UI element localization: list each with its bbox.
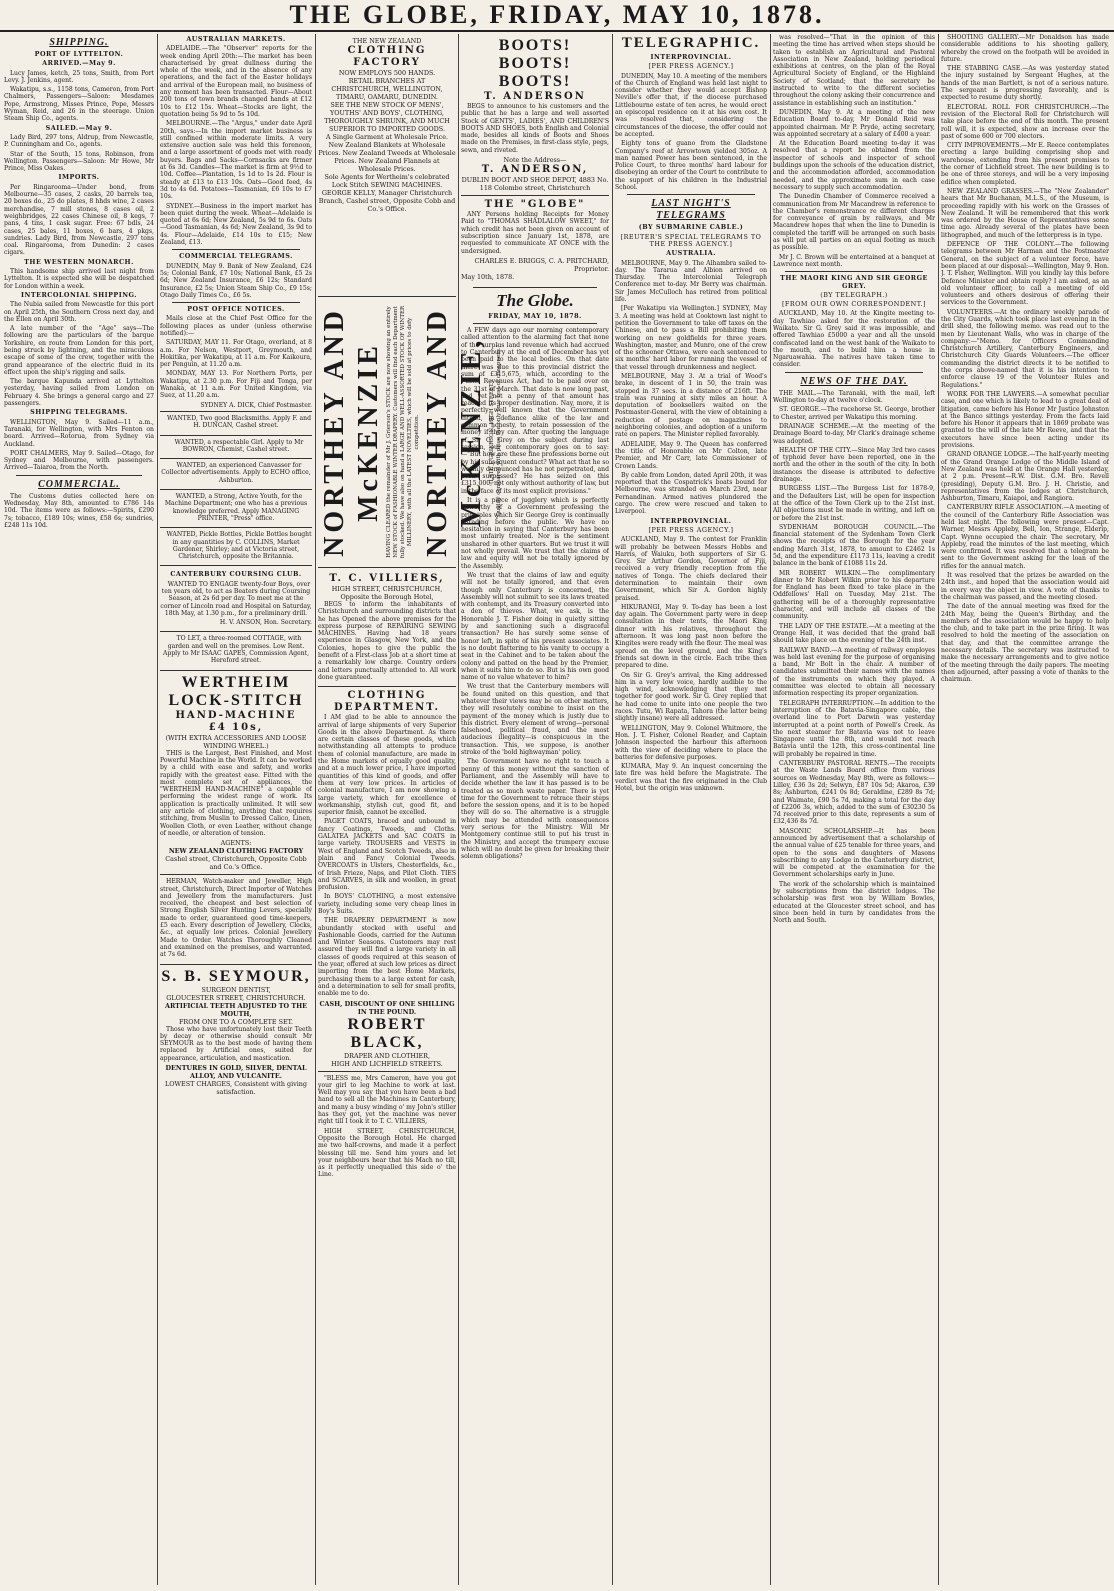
paragraph: KUMARA, May 9. An inquest concerning the late fire was held before the Magistrate. The verdict was that the fire originated in the Club Hotel, but the origin was unknown.	[615, 763, 767, 793]
section-heading: NEWS OF THE DAY.	[800, 375, 908, 387]
paragraph: DUNEDIN, May 9. Bank of New Zealand, £24 5s; Colonial Bank, £7 10s; National Bank, £5 2s 6d; New Zealand Insurance, £6 12s; Standard Insurance, £2 5s; Union Steam Ship Co., £9 15s; Otago Daily Times Co., £6 5s.	[160, 262, 312, 299]
masthead	[0, 0, 1114, 32]
divider	[473, 287, 597, 288]
ad-note: HIGH STREET, CHRISTCHURCH, Opposite the Borough Hotel,	[331, 585, 443, 601]
ad-note: DENTURES IN GOLD, SILVER, DENTAL ALLOY, AND VULCANITE.	[165, 1063, 307, 1080]
paragraph: At the Education Board meeting to-day it was resolved that a report be obtained from the inspector of schools and inspector of school buildings upon the schools of the education district, and the accommodation afforded, accommodation needed, and the approximate sum in each case necessary to supply such accommodation.	[773, 140, 935, 191]
signature: H. V. ANSON, Hon. Secretary.	[219, 619, 312, 627]
section-heading: LAST NIGHT'S TELEGRAMS	[651, 198, 731, 222]
ad-text: THE DRAPERY DEPARTMENT is now abundantly stocked with useful and Fashionable Goods, carried for the Autumn and Winter Seasons. Customers may rest assured they will find a large variety in all classes of goods required at this season of the year, offered at such low prices as direct importing from the best Home Markets, purchasing them to a large extent for cash, and a determination to sell for small profits, enable me to do.	[318, 917, 456, 998]
column-leader	[461, 34, 609, 1585]
ad-text: WANTED, a Strong, Active Youth, for the Machine Department; one who has a previous knowledge preferred. Apply MANAGING PRINTER, "Press" office.	[164, 493, 308, 522]
paragraph: RAILWAY BAND.—A meeting of railway employes was held last evening for the purpose of organising a band, Mr Bolt in the chair. A number of candidates submitted their names with the names of the instruments on which they played. A committee was elected to obtain all necessary information respecting its proper organization.	[773, 646, 935, 698]
divider	[172, 249, 300, 250]
paragraph: ELECTORAL ROLL FOR CHRISTCHURCH.—The revision of the Electoral Roll for Christchurch will take place before the end of this month. The present roll will, it is expected, show an increase over the past of some 600 or 700 electors.	[941, 103, 1109, 140]
herman-ad	[160, 874, 312, 963]
section-heading: TELEGRAPHIC.	[621, 35, 761, 51]
paragraph: The work of the scholarship which is maintained by subscriptions from the district lodges. The scholarship was first won by William Bowles, educated at the Gloucester street school, and has since been held in turn by candidates from the North and South.	[773, 880, 935, 925]
paragraph: VOLUNTEERS.—At the ordinary weekly parade of the City Guards, which took place last evening in the drill shed, the following memo. was read out to the men by Lieutenant Walls, who was in charge of the company:—"Memo. for Officers Commanding Christchurch Artillery, Canterbury Engineers, and Christchurch City Guards Volunteers.—The officer commanding the district directs it to be notified to the corps above-named that it is his intention to enforce clause 19 of the Volunteer Rules and Regulations."	[941, 308, 1109, 389]
subheading: (BY SUBMARINE CABLE.)	[638, 223, 744, 232]
ad-headline: NORTHEY AND McKENZIE	[319, 307, 384, 557]
subheading: ARRIVED.—May 9.	[42, 59, 116, 68]
ad-note: (LATE J. GRIERSON, HIGH STREET.)	[489, 380, 495, 484]
paragraph: Lady Bird, 297 tons, Aldrup, from Newcastle, P. Cunningham and Co., agents.	[4, 133, 154, 149]
paragraph: Star of the South, 15 tons, Robinson, from Wellington. Passengers—Saloon: Mr Howe, Mr Prince, Miss Oakes.	[4, 150, 154, 173]
paragraph: Per Ringarooma—Under bond, from Melbourne—35 cases, 2 casks, 20 barrels tea, 20 boxes do., 25 do plates, 8 hhds wine, 2 cases merchandise, 7 mill stones, 8 cases oil, 2 weighbridges, 22 cases Chinese oil, 8 kegs, 7 pans, 4 tins, 1 cask sugar. Free: 67 bdls, 24 cases, 25 bales, 11 boxes, 6 bars, 4 pkgs, sundries. Lady Bird, from Newcastle, 297 tons coal. Ringarooma, from Dunedin: 2 cases cigars.	[4, 183, 154, 257]
paragraph: This handsome ship arrived last night from Lyttelton. It is expected she will be despatched for London within a week.	[4, 268, 154, 290]
ad-headline: WERTHEIM	[181, 673, 291, 691]
ad-subhead: HAND-MACHINE	[175, 709, 297, 721]
ad-note: RETAIL BRANCHES AT CHRISTCHURCH, WELLINGTON, TIMARU, OAMARU, DUNEDIN.	[331, 77, 443, 101]
ad-note: NEW ZEALAND CLOTHING FACTORY	[168, 847, 304, 856]
classified-ad	[160, 527, 312, 565]
classified-ad	[160, 458, 312, 489]
ad-note: LOWEST CHARGES, Consistent with giving satisfaction.	[164, 1079, 307, 1096]
paragraph: It is a piece of jugglery which is perfectly unworthy of a Government professing the principles which Sir George Grey is continually parading before the public. We have no hesitation in saying that Canterbury has been most unfairly treated. Nor is the sentiment unshared in other quarters. But we trust it will not wholly prevail. We trust that the claims of law and equity will not be totally ignored by the Assembly.	[461, 496, 609, 570]
divider	[785, 372, 923, 373]
wertheim-ad	[160, 670, 312, 875]
paragraph: SHOOTING GALLERY.—Mr Donaldson has made considerable additions to his shooting gallery, whereby the crowd on the footpath will be avoided in future.	[941, 34, 1109, 63]
paragraph: was resolved—"That in the opinion of this meeting the time has arrived when steps should be taken to establish an Agricultural and Pastoral Association in New Zealand, holding periodical exhibitions at centres, on the plan of the Royal Agricultural Society of England, or the Highland Society of Scotland; that the secretary be instructed to write to the different societies throughout the colony asking their concurrence and assistance in establishing such an institution."	[773, 34, 935, 107]
column-news	[773, 34, 935, 1585]
paragraph: ADELAIDE.—The "Observer" reports for the week ending April 20th:—The market has been characterised by great dullness during the whole of the week, and in the absence of any operations, and the fact of the Easter holidays and arrival of the European mail, no business of any moment has been transacted. Flour—About 200 tons of town brands changed hands at £12 10s to £12 15s. Wheat—Stocks are light, the quotation being 5s 9d to 5s 10d.	[160, 45, 312, 118]
paragraph: The Government have no right to touch a penny of this money without the sanction of Parliament, and the Assembly will have to decide whether the law it has passed is to be treated as so much waste paper. There is yet time for the Government to retrace their steps before the session opens, and it is to be hoped they will do so. The alternative is a struggle which may be attended with consequences very serious for the Ministry. Will Mr Montgomery continue still to put his trust in the Ministry, and accept the trumpery excuse which will no doubt be given for breaking their solemn obligations?	[461, 758, 609, 861]
ad-headline: ROBERT BLACK,	[347, 1015, 427, 1051]
ad-note: New Zealand Blankets at Wholesale Prices. New Zealand Tweeds at Wholesale Prices. New Zealand Flannels at Wholesale Prices.	[318, 141, 456, 173]
clothing-department-ad	[318, 686, 456, 1070]
column-rule	[938, 34, 939, 1585]
ad-note: GLOUCESTER STREET, CHRISTCHURCH.	[166, 993, 306, 1002]
column-rule	[157, 34, 158, 1585]
paragraph: [Per Wakatipu via Wellington.] SYDNEY, May 3. A meeting was held at Cooktown last night to petition the Government to take off taxes on the Chinese, and to pass a Bill prohibiting them working on new goldfields for three years. Washington, master, and Munro, one of the crew of the schooner Ottawa, were each sentenced to six months' hard labor for running the vessel of that vessel through drunkenness and neglect.	[615, 305, 767, 371]
ad-text: HERMAN, Watch-maker and Jeweller, High street, Christchurch, Direct Importer of Watches and Jewellery from the manufacturers. Just received, the cheapest and best selection of Strong English Silver Hunting Levers, specially made to order, guaranteed good time-keepers, £5 each. Every description of Jewellery, Clocks, &c., at equally low prices. Colonial Jewellery Made to Order. Watches Thoroughly Cleaned and examined on the premises, and warranted, at 7s 6d.	[160, 878, 312, 959]
column-shipping	[4, 34, 154, 1585]
rotated-ad-body	[318, 297, 502, 567]
ad-headline: THE "GLOBE"	[484, 199, 586, 211]
ad-note: "Quality compared with price the only true test of cheapness."	[496, 344, 502, 520]
ad-text: TO LET, a three-roomed COTTAGE, with garden and well on the premises. Low Rent. Apply to Mr ISAAC GAPES, Commission Agent, Hereford street.	[162, 635, 310, 665]
ad-note: DRAPER AND CLOTHIER,	[344, 1051, 430, 1060]
paragraph: GRAND ORANGE LODGE.—The half-yearly meeting of the Grand Orange Lodge of the Middle Island of New Zealand was held at the Orange Hall yesterday, at 2 p.m. Present—R.W. Dist. G.M. Bro. Revell (presiding), Deputy G.M. Bro. J. H. Christie, and representatives from the lodges at Christchurch, Ashburton, Timaru, Kaiapoi, and Rangiora.	[941, 451, 1109, 503]
ad-note: AGENTS:	[220, 839, 252, 848]
paragraph: Mails close at the Chief Post Office for the following places as under (unless otherwise notified):—	[160, 315, 312, 337]
villiers-testimonial-ad	[318, 1071, 456, 1184]
ad-subhead: T. ANDERSON	[484, 91, 586, 102]
section-heading: COMMERCIAL.	[38, 478, 120, 490]
paragraph: CITY IMPROVEMENTS.—Mr E. Reece contemplates erecting a large building comprising shop and warehouse, extending from his present premises to the corner of Lichfield street. The new building is to be one of three storeys, and will be a very imposing edifice when completed.	[941, 142, 1109, 186]
column-telegraphic	[615, 34, 767, 1585]
paragraph: By cable from London, dated April 20th, it was reported that the Cospatrick's boats bound for Melbourne, was stranded on March 23rd, near Fernandinan. Armed natives plundered the cargo. The crew were rescued and taken to Liverpool.	[615, 471, 767, 516]
paragraph: AUCKLAND, May 9. The contest for Franklin will probably be between Messrs Hobbs and Harris, of Waiuku, both supporters of Sir G. Grey. Sir Arthur Gordon, Governor of Fiji, received a very friendly reception from the natives of Tonga. The chiefs declared their determination to maintain their own Government, which Sir A. Gordon highly praised.	[615, 536, 767, 602]
column-advertisements-lower	[318, 570, 456, 1585]
paragraph: The Customs duties collected here on Wednesday, May 8th, amounted to £786 14s 10d. The items were as follows:—Spirits, £290 7s; tobacco, £189 10s; wines, £58 6s; sundries, £248 11s 10d.	[4, 492, 154, 529]
ad-headline: T. C. VILLIERS,	[329, 573, 445, 584]
subheading: COMMERCIAL TELEGRAMS.	[179, 252, 293, 261]
paragraph: WELLINGTON, May 9. Colonel Whitmore, the Hon. J. T. Fisher, Colonel Reader, and Captain Johnson inspected the harbour this afternoon with the view of deciding where to place the batteries for defensive purposes.	[615, 724, 767, 761]
subheading: INTERCOLONIAL SHIPPING.	[20, 290, 138, 299]
paragraph: SYDENHAM BOROUGH COUNCIL.—The financial statement of the Sydenham Town Clerk shows the receipts of the Borough for the year ending March 31st, 1878, to amount to £2462 1s 5d, and the expenditure £1173 11s, leaving a credit balance in the bank of £1088 11s 2d.	[773, 523, 935, 568]
paragraph: TELEGRAPH INTERRUPTION.—In addition to the interruption of the Batavia-Singapore cable, the overland line to Port Darwin was yesterday interrupted at a point north of Powell's Creek. As the next steamer for Batavia was not to leave Singapore until the 8th, and would not reach Batavia until the 12th, this cross-continental line will probably be repaired in time.	[773, 699, 935, 758]
clothing-factory-ad	[318, 34, 456, 216]
ad-text: In BOYS' CLOTHING, a most extensive variety, including some very cheap lines in Boy's Suits.	[318, 893, 456, 915]
paragraph: Wakatipu, s.s., 1158 tons, Cameron, from Port Chalmers, Passengers—Saloon: Mesdames Pope, Armstrong, Misses Prince, Pope, Messrs Wyman, Reid, and 26 in the steerage. Union Steam Ship Co., agents.	[4, 86, 154, 123]
column-news-continued	[941, 34, 1109, 1585]
paragraph: A FEW days ago our morning contemporary called attention to the alarming fact that none of the surplus land revenue which had accrued to Canterbury at the end of December has yet been paid to the local bodies. On that date there was due to this provincial district the sum of £315,675, which, according to the Public Revenues Act, had to be paid over on the 31st of March. That date is now long past, and yet not a penny of that amount has reached its proper destination. Nay, more, it is perfectly well known that the Government intend, in defiance alike of the law and common honesty, to retain possession of the money if they can. After quoting the language of Sir G. Grey on the subject during last session, our contemporary goes on to say:—"But how are these fine professions borne out by his subsequent conduct? What act that he so warmly denounced has he not perpetrated, and even surpassed? He has seized on this £315,000, not only without authority of law, but in the face of its most explicit provisions."	[461, 327, 609, 495]
northey-mckenzie-ad	[318, 296, 502, 568]
paragraph: MELBOURNE, May 3. At a trial of Wood's brake, in descent of 1 in 50, the train was stopped in 37 secs. in a distance of 216ft. The train was running at sixty miles an hour. A deputation of booksellers waited on the Postmaster-General, with the view of obtaining a reduction of postage on magazines to neighboring colonies, and adoption of a uniform rate on papers. The Minister replied favorably.	[615, 372, 767, 439]
ad-text: HAVING CLEARED the remainder of Mr J. Grierson's STOCK are now showing an entirely NEW STOCK of FASHIONABLE WINTER DRAPERY. Customers will find each Department fully stocked. We have also on hand a LARGE AND WELL-ASSORTED STOCK OF WINTER MILLINERY, with all the LATEST NOVELTIES, which will be sold at prices to defy competition.	[386, 305, 420, 559]
divider	[473, 323, 597, 324]
section-heading: SHIPPING.	[49, 37, 109, 48]
column-rule	[458, 34, 459, 1585]
newspaper-title: THE GLOBE, FRIDAY, MAY 10, 1878.	[289, 0, 825, 29]
ad-text: WANTED, an experienced Canvasser for Collector advertisements. Apply to ECHO office, Ashburton.	[161, 462, 311, 484]
ad-note: Note the Address—	[503, 156, 567, 165]
boots-ad	[461, 34, 609, 195]
paragraph: THE LADY OF THE ESTATE.—At a meeting at the Orange Hall, it was decided that the grand ball should take place on the evening of the 24th inst.	[773, 622, 935, 645]
ad-note: DUBLIN BOOT AND SHOE DEPOT, 4883 No. 118 Colombo street, Christchurch	[461, 176, 609, 193]
ad-price: £4 10s,	[208, 721, 264, 733]
paragraph: It was resolved that the prizes be awarded on the 24th inst., and hoped that the association would aid in every way the object in view. A vote of thanks to the chairman was passed, and the meeting closed.	[941, 572, 1109, 601]
paragraph: The date of the annual meeting was fixed for the 24th May, being the Queen's Birthday, and the members of the association would be happy to help the club, and to take part in the prize firing. It was resolved to hold the meeting of the association on that day, and that the committee arrange the necessary details. The secretary was instructed to make the necessary arrangements and to give notice of the meeting through the daily papers. The meeting then adjourned, after passing a vote of thanks to the chairman.	[941, 603, 1109, 684]
paragraph: CANTERBURY PASTORAL RENTS.—The receipts at the Waste Lands Board office from various sources on Wednesday, May 8th, were as follows:—Lilley, £36 3s 2d; Selwyn, £87 10s 5d; Akaroa, £39 8s; Ashburton, £241 0s 8d; Geraldine, £289 8s 7d; and Waimate, £90 5s 7d, making a total for the day of £2206 3s, which, added to the sum of £30230 5s 7d received prior to this date, represents a sum of £32,436 8s 7d.	[773, 760, 935, 826]
ad-text: ANY Persons holding Receipts for Money Paid to "THOMAS SHADLALOW SWEET," for which credit has not been given on account of subscription since January 1st, 1878, are requested to communicate AT ONCE with the undersigned.	[461, 211, 609, 255]
paragraph: DUNEDIN, May 10. A meeting of the members of the Church of England was held last night to consider whether they would accept Bishop Neville's offer that, if the diocese purchased Littlebourne estate of ten acres, he would erect an episcopal residence on it at his own cost. It was resolved that, considering the circumstances of the diocese, the offer could not be accepted.	[615, 72, 767, 138]
column-rule	[770, 34, 771, 1585]
ad-text: I AM glad to be able to announce the arrival of large shipments of very Superior Goods in the above Department. As there are certain classes of these goods, which notwithstanding all attempts to produce them of colonial manufacture, are made in the Home markets of equally good quality, and at a much lower price, I have imported quantities of this kind of goods, and offer them at very low prices. In articles of colonial manufacture, I am now showing a large variety, which for excellence of workmanship, stylish cut, good fit, and superior finish, cannot be excelled.	[318, 714, 456, 817]
paragraph: Eighty tons of guano from the Gladstone Company's reef at Arrowtown yielded 305oz. A man named Power has been sentenced, in the Police Court, to three months' hard labour for disobeying an order of the Court to contribute to the support of his children in the Industrial School.	[615, 140, 767, 192]
paragraph: MELBOURNE.—The "Argus," under date April 20th, says:—In the import market business is still confined within moderate limits. A very extensive auction sale was held this forenoon, and a large assortment of goods met with ready buyers. Bags and Sacks—Cornsacks are firmer at 6s 3d. Candles—The market is firm at 9½d to 10d. Coffee—Plantation, 1s 1d to 1s 2d. Flour is steady at £13 to £13 10s. Oats—Good feed, 4s 3d to 4s 6d. Potatoes—Tasmanian, £6 10s to £7 10s.	[160, 120, 312, 201]
paragraph: SYDNEY.—Business in the import market has been quiet during the week. Wheat—Adelaide is quoted at 6s 6d; New Zealand, 5s 9d to 6s. Oats—Good Tasmanian, 4s 6d; New Zealand, 3s 9d to 4s. Flour—Adelaide, £14 10s to £15; New Zealand, £13.	[160, 202, 312, 247]
ad-note: Cashel street, Christchurch, Opposite Cobb and Co.'s Office.	[165, 855, 307, 872]
classified-ad	[160, 631, 312, 669]
paragraph: THE STABBING CASE.—As was yesterday stated the injury sustained by Sergeant Hughes, at the hands of the man Bartlett, is not of a serious nature. The sergeant is progressing favorably, and is expected to resume duty shortly.	[941, 65, 1109, 102]
paragraph: NEW ZEALAND GRASSES.—The "New Zealander" hears that Mr Buchanan, M.L.S., of the Museum, is proceeding rapidly with his work on the Grasses of New Zealand. It will be remembered that this work was ordered by the House of Representatives some time ago. Already several of the plates have been lithographed, and much of the letterpress is in type.	[941, 187, 1109, 239]
paragraph: MONDAY, MAY 13. For Northern Ports, per Wakatipu, at 2.30 p.m. For Fiji and Tonga, per Wanaka, at 11 a.m. For United Kingdom, via Suez, at 11.20 a.m.	[160, 370, 312, 400]
classified-ad	[160, 411, 312, 435]
ad-text: "BLESS me, Mrs Cameron, have you got your girl to leg Machine to work at last. Well may you say that you have been a bad hand to sell all the Machines in Canterbury, and many a busy winding o' my John's stiller has they got, yet the machine was never right till I took it to T. C. VILLIERS,	[318, 1074, 456, 1126]
paragraph: HEALTH OF THE CITY.—Since May 3rd two cases of typhoid fever have been reported, one in the north and the other in the south of the city. In both instances the disease is attributed to defective drainage.	[773, 446, 935, 484]
globe-notice	[461, 195, 609, 284]
column-rule	[315, 34, 316, 1585]
ad-headline: NORTHEY AND McKENZIE,	[422, 307, 487, 557]
ad-note: (WITH EXTRA ACCESSORIES AND LOOSE WINDING WHEEL.)	[165, 733, 307, 750]
paragraph: DUNEDIN, May 9. At a meeting of the new Education Board to-day, Mr Donald Reid was appointed chairman. Mr P. Pryde, acting secretary, was appointed secretary at a salary of £400 a year.	[773, 108, 935, 138]
paragraph: The Dunedin Chamber of Commerce received a communication from Mr Macandrew in reference to the Chamber's remonstrance re different charges for conveyance of grain by railways, and Mr Macandrew hopes that when the line to Dunedin is completed the tariff will be arranged on such basis as will put all parties on an equal footing as much as possible.	[773, 193, 935, 252]
paragraph: We trust that the Canterbury members will be found united on this question, and that whatever their views may be on other matters, they will resolutely combine to insist on the payment of the money which is justly due to this district. Every element of wrong—personal falsehood, political fraud, and the most audacious illegality—is conspicuous in the transaction. This, we suppose, is another stroke of the 'bold highwayman' policy.	[461, 683, 609, 757]
ad-text: WANTED, Two good Blacksmiths. Apply F. and H. DUNCAN, Cashel street.	[166, 414, 312, 430]
ad-headline: BOOTS!	[498, 73, 572, 90]
divider	[16, 475, 142, 476]
ad-note: ARTIFICIAL TEETH ADJUSTED TO THE MOUTH,	[164, 1001, 307, 1018]
ad-note: May 10th, 1878.	[461, 272, 515, 281]
ad-note: GEORGE KELLY, Manager Christchurch Branch, Cashel street, Opposite Cobb and Co.'s Office.	[318, 189, 456, 213]
paragraph: Mr J. C. Brown will be entertained at a banquet at Lawrence next month.	[773, 253, 935, 268]
subheading: THE WESTERN MONARCH.	[24, 257, 134, 266]
column-markets	[160, 34, 312, 1585]
ad-text: BEGS to announce to his customers and the public that he has a large and well assorted Stock of GENTS', LADIES', AND CHILDREN'S BOOTS AND SHOES, both English and Colonial made, besides all kinds of Boots and Shoes made on the Premises, in first-class style, pegs, sewn, and riveted.	[461, 103, 609, 154]
subheading: INTERPROVINCIAL.	[650, 516, 732, 525]
subheading: (BY TELEGRAPH.)	[820, 290, 888, 299]
ad-headline: BOOTS! BOOTS!	[498, 37, 572, 72]
subheading: AUSTRALIA.	[666, 249, 716, 258]
paragraph: SATURDAY, MAY 11. For Otago, overland, at 8 a.m. For Nelson, Westport, Greymouth, and Hokitika, per Wakatipu, at 11 a.m. For Kaikoura, per Penguin, at 11.20 a.m.	[160, 339, 312, 369]
ad-note: HIGH AND LICHFIELD STREETS.	[331, 1059, 443, 1068]
ad-note: FROM ONE TO A COMPLETE SET.	[178, 1017, 293, 1026]
subheading: INTERPROVINCIAL.	[650, 53, 732, 61]
paragraph: The barque Kapunda arrived at Lyttelton yesterday, having sailed from London on February 4. She brings a general cargo and 27 passengers.	[4, 378, 154, 408]
paragraph: A late number of the "Age" says—The following are the particulars of the barque Yorkshire, en route from London for this port, being struck by lightning, and the miraculous escape of some of the crew, together with the grand appearance of the electric fluid in its effect upon the ship's rigging and sails.	[4, 325, 154, 376]
paragraph: DRAINAGE SCHEME.—At the meeting of the Drainage Board to-day, Mr Clark's drainage scheme was adopted.	[773, 422, 935, 445]
subheading: [FROM OUR OWN CORRESPONDENT.]	[781, 300, 927, 309]
villiers-ad	[318, 570, 456, 686]
seymour-ad	[160, 964, 312, 1099]
ad-text: WANTED, a respectable Girl. Apply to Mr BOWRON, Chemist, Cashel street.	[174, 438, 304, 453]
ad-note: THE NEW ZEALAND	[352, 37, 422, 45]
paragraph: AUCKLAND, May 10. At the Kingite meeting to-day Tawhiao asked for the restoration of the Waikato. Sir G. Grey said it was impossible, and offered Tawhiao £5000 a year and all the unsold confiscated land on the west bank of the Waikato to the mouth, and to build him a house in Ngaruawahia. The natives have taken time to consider.	[773, 310, 935, 369]
paragraph: HIKURANGI, May 9. To-day has been a lost day again. The Government party were in deep consultation in their tents, the Maori King dinner with his relatives, throughout the afternoon. It was long past noon before the Kingites were ready with the flour. The meal was spread on the level ground, and the King's friends sat down in the circle. Each tribe then prepared to dine.	[615, 603, 767, 670]
leader-masthead: The Globe.	[496, 290, 574, 310]
ad-text: THIS is the Largest, Best Finished, and Most Powerful Machine in the World. It can be worked by a child with ease and safety, and works rapidly with the greatest ease. Fitted with the most complete set of appliances, the "WERTHEIM HAND-MACHINE" a capable of performing the widest range of work. Its application is practically unlimited. It will sew any article of clothing, anything that requires stitching, from Muslin to Dressed Calico, Linen, Woollen Cloth, or even Leather, without change of needle, or alteration of tension.	[160, 749, 312, 837]
subheading: PORT OF LYTTELTON.	[34, 50, 124, 58]
ad-title: CANTERBURY COURSING CLUB.	[170, 570, 302, 579]
paragraph: We trust that the claims of law and equity will not be totally ignored, and that even though only Canterbury is concerned, the Assembly will not submit to see its laws treated with contempt, and its Treasury converted into a den of thieves. What, we ask, is the Honorable J. T. Fisher doing in quietly sitting by and sanctioning such a disgraceful transaction? He has surely some sense of honor left, in spite of his present associates. It is no doubt flattering to his vanity to occupy a seat in the Cabinet and to be taken about the colony and patted on the head by the Premier, when it suits him to do so. But is his own good name of no value whatever to him?	[461, 571, 609, 682]
subheading: [PER PRESS AGENCY.]	[648, 525, 734, 534]
paragraph: WELLINGTON, May 9. Sailed—11 a.m., Taranaki, for Wellington, with Mrs Fenton on board. Arrived—Rotorua, from Sydney via Auckland.	[4, 418, 154, 448]
paragraph: The Nubia sailed from Newcastle for this port on April 25th, the Southern Cross next day, and the Ellen on April 30th.	[4, 301, 154, 323]
ad-note: SEE THE NEW STOCK OF MENS', YOUTHS' AND BOYS', CLOTHING, THOROUGHLY SHRUNK, AND MUCH SUPERIOR TO IMPORTED GOODS.	[324, 101, 450, 133]
divider	[172, 302, 300, 303]
ad-headline: CLOTHING DEPARTMENT.	[334, 690, 440, 714]
paragraph: THE MAIL.—The Taranaki, with the mail, left Wellington to-day at twelve o'clock.	[773, 389, 935, 405]
subheading: THE MAORI KING AND SIR GEORGE GREY.	[780, 274, 928, 290]
paragraph: BURGESS LIST.—The Burgess List for 1878-9, and the Defaulters List, will be open for inspection at the office of the Town Clerk up to the 21st inst. All objections must be made in writing, and left on or before the 21st inst.	[773, 485, 935, 522]
signature: SYDNEY A. DICK, Chief Postmaster.	[200, 401, 312, 409]
paragraph: CANTERBURY RIFLE ASSOCIATION.—A meeting of the council of the Canterbury Rifle Association was held last night. The following were present—Capt. Warner, Messrs Appleby, Bell, Ion, Strange, Elderip, Capt. Wynne occupied the chair. The secretary, Mr Appleby, read the minutes of the last meeting, which were confirmed. It was resolved that a telegram be sent to the Government asking for the loan of the rifles for the annual match.	[941, 504, 1109, 570]
ad-note: CASH, DISCOUNT OF ONE SHILLING IN THE POUND.	[319, 999, 455, 1016]
paragraph: MR ROBERT WILKIN.—The complimentary dinner to Mr Robert Wilkin prior to his departure for England has been fixed to take place in the Oddfellows' Hall on Tuesday, May 21st. The gathering will be of a thoroughly representative character, and will include all classes of the community.	[773, 569, 935, 621]
ad-text: HIGH STREET, CHRISTCHURCH, Opposite the Borough Hotel. He charged me two half-crowns, and made it a perfect blessing till me. Send him yours and let your neighbours hear that his Mach no till, as it perfectly unequalled this side o' the Line.	[318, 1127, 456, 1179]
ad-subhead: T. ANDERSON,	[481, 164, 589, 176]
ad-text: BEGS to inform the inhabitants of Christchurch and surrounding districts that he has Opened the above premises for the express purpose of REPAIRING SEWING MACHINES. Having had 18 years experience in Glasgow, New York, and the Colonies, hopes to give the public the benefit of a First-class Job at a short time at a remarkably low charge. Country orders and letters punctually attended to. All work done guaranteed.	[318, 601, 456, 681]
subheading: IMPORTS.	[58, 173, 100, 182]
divider	[627, 194, 755, 195]
subheading: SAILED.—May 9.	[45, 123, 113, 132]
ad-text: Those who have unfortunately lost their Teeth by decay or otherwise should consult Mr SEYMOUR as to the best mode of having them replaced by Artificial ones, suited for appearance, articulation, and mastication.	[160, 1025, 312, 1062]
ad-text: WANTED, Pickle Bottles, Pickle Bottles bought in any quantities by C. COLLINS, Market Gardener, Shirley; and at Victoria street, Christchurch, opposite the Britannia.	[166, 531, 312, 561]
ad-note: Sole Agents for Wertheim's celebrated Lock Stitch SEWING MACHINES.	[324, 173, 450, 189]
leader-date: FRIDAY, MAY 10, 1878.	[488, 311, 582, 320]
paragraph: MELBOURNE, May 9. The Alhambra sailed to-day. The Tararua and Albion arrived on Thursday. The Intercolonial Telegraph Conference met to-day. Mr Berry was chairman. Sir James McCulloch has retired from political life.	[615, 259, 767, 304]
ad-headline: S. B. SEYMOUR,	[161, 967, 311, 985]
ad-text: WANTED TO ENGAGE twenty-four Boys, over ten years old, to act as Beaters during Coursing Season, at 2s 6d per day. To meet me at the corner of Lincoln road and Hospital on Saturday, 18th May, at 1.30 p.m., for a preliminary drill.	[160, 580, 312, 617]
ad-note: A Single Garment at Wholesale Price.	[325, 133, 449, 141]
paragraph: DEFENCE OF THE COLONY.—The following telegrams between Mr Harman and the Postmaster General, on the subject of a volunteer force, have been placed at our disposal:—Wellington, May 9. Hon. J. T. Fisher, Wellington. Will you kindly lay this before Defence Minister and obtain reply? I am asked, as an old volunteer officer, to call a meeting of old volunteers and others desirous of offering their services to the Government.	[941, 241, 1109, 307]
paragraph: WORK FOR THE LAWYERS.—A somewhat peculiar case, and one which is likely to lead to a great deal of litigation, came before his Honor Mr Justice Johnston at the Banco sittings yesterday. From the facts laid before his Honor it appears that in 1869 probate was granted to the will of the late Mr Reeve, and that the executors have since been acting under its provisions.	[941, 390, 1109, 450]
classified-ad	[160, 435, 312, 459]
classified-ad	[160, 489, 312, 527]
paragraph: Lucy James, ketch, 25 tons, Smith, from Port Levy. J. Jenkins, agent.	[4, 69, 154, 84]
coursing-ad	[160, 565, 312, 631]
subheading: POST OFFICE NOTICES.	[187, 305, 285, 314]
paragraph: ST. GEORGE.—The racehorse St. George, brother to Chester, arrived per Wakatipu this morning.	[773, 406, 935, 421]
subheading: [PER PRESS AGENCY.]	[648, 62, 734, 71]
signature: CHARLES E. BRIGGS, C. A. PRITCHARD, Proprietor.	[474, 256, 609, 273]
subheading: AUSTRALIAN MARKETS.	[186, 35, 286, 43]
ad-note: NOW EMPLOYS 500 HANDS.	[338, 69, 436, 77]
subheading: SHIPPING TELEGRAMS.	[30, 408, 128, 417]
paragraph: ADELAIDE, May 9. The Queen has conferred the title of Honorable on Mr Colton, late Premier, and Mr Carr, late Commissioner of Crown Lands.	[615, 440, 767, 470]
ad-headline: LOCK-STITCH	[168, 691, 304, 709]
ad-headline: CLOTHING FACTORY	[347, 45, 427, 68]
column-rule	[612, 34, 613, 1585]
paragraph: MASONIC SCHOLARSHIP.—It has been announced by advertisement that a scholarship of the annual value of £25 tenable for three years, and open to the sons and daughters of Masons subscribing to any Lodge in the Canterbury district, will be competed at the examination for the Government scholarships early in June.	[773, 827, 935, 879]
ad-note: SURGEON DENTIST,	[201, 985, 271, 994]
paragraph: PORT CHALMERS, May 9. Sailed—Otago, for Sydney and Melbourne, with passengers. Arrived—Taiaroa, from the North.	[4, 449, 154, 472]
ad-text: PAGET COATS, braced and unbound in fancy Coatings, Tweeds, and Cloths. GALATEA JACKETS and SAC COATS in large variety. TROUSERS and VESTS in West of England and Scotch Tweeds, also in plain and Fancy Colonial Tweeds. OVERCOATS in Ulsters, Chesterfields, &c., of Irish Frieze, Naps, and Pilot Cloth. TIES and SCARVES, in silk and woollen, in great profusion.	[318, 818, 456, 892]
subheading: [REUTER'S SPECIAL TELEGRAMS TO THE PRESS AGENCY.]	[620, 232, 762, 248]
paragraph: On Sir G. Grey's arrival, the King addressed him in a very low voice, hardly audible to the high wind, acknowledging that they met together for good work. Sir G. Grey replied that he had come to unite into one people the two races. Tutu, Wi Rapata, Tahora (the latter being slightly insane) were all addressed.	[615, 671, 767, 723]
divider	[785, 271, 923, 272]
